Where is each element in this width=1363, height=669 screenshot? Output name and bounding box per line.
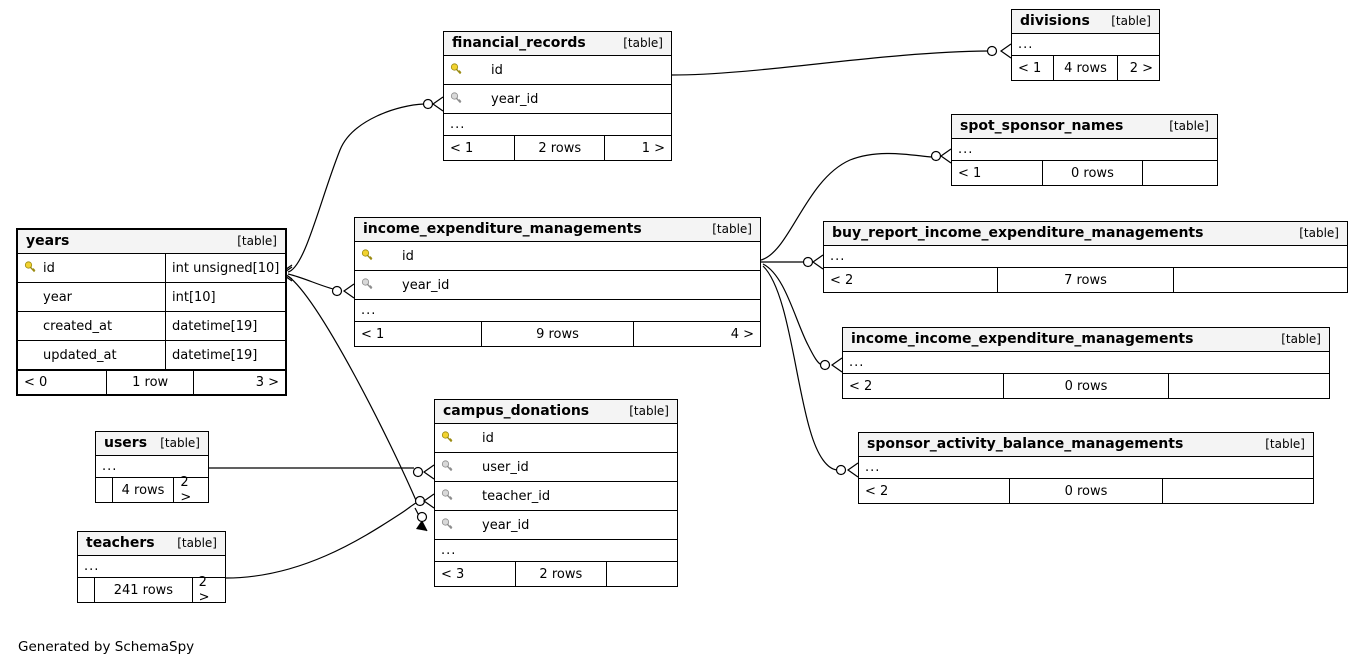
table-footer: [952, 161, 1217, 185]
column-name: id: [402, 248, 414, 264]
more-columns-indicator: ...: [78, 556, 225, 578]
table-footer: [18, 370, 285, 394]
column-cell: [18, 290, 165, 305]
table-users[interactable]: [95, 431, 209, 503]
footer-parents: [78, 578, 94, 602]
table-header: [843, 328, 1329, 352]
key-icon-primary: [361, 249, 375, 263]
table-footer: [78, 575, 225, 605]
footer-parents: < 2: [865, 483, 889, 499]
table-campus-donations[interactable]: [434, 399, 678, 587]
table-header: [1012, 10, 1159, 34]
more-columns-indicator: ...: [952, 139, 1217, 161]
table-footer: [859, 479, 1313, 503]
table-type-tag: [table]: [177, 536, 217, 550]
footer-children: 2 >: [180, 475, 192, 505]
column-name: year_id: [402, 277, 450, 293]
more-columns-indicator: ...: [444, 114, 671, 136]
footer-children: 3 >: [255, 375, 279, 390]
table-sponsor-activity-balance-managements[interactable]: [858, 432, 1314, 504]
table-type-tag: [table]: [712, 222, 752, 236]
column-name: updated_at: [43, 347, 117, 363]
table-type-tag: [table]: [1265, 437, 1305, 451]
spacer-icon: [24, 290, 38, 304]
table-footer: [824, 268, 1347, 292]
table-title: spot_sponsor_names: [960, 118, 1124, 134]
footer-rowcount: 1 row: [106, 371, 194, 394]
footer-rowcount: 0 rows: [1009, 479, 1163, 503]
column-cell: [435, 489, 677, 504]
footer-rowcount: 241 rows: [94, 578, 192, 602]
footer-parents: < 1: [450, 140, 474, 156]
table-row: [435, 453, 677, 482]
table-income-expenditure-managements[interactable]: [354, 217, 761, 347]
table-title: users: [104, 435, 148, 451]
footer-children: [1143, 161, 1217, 185]
column-cell: [435, 460, 677, 475]
footer-children: 2 >: [1129, 60, 1153, 76]
table-row: [18, 283, 285, 312]
key-icon-foreign: [361, 278, 375, 292]
key-icon-foreign: [441, 518, 455, 532]
column-name: created_at: [43, 318, 113, 334]
footer-children: [607, 562, 677, 586]
column-cell: [435, 431, 677, 446]
footer-parents: < 1: [958, 165, 982, 181]
column-name: year: [43, 289, 73, 305]
column-name: year_id: [482, 517, 530, 533]
column-name: id: [482, 430, 494, 446]
table-type-tag: [table]: [1281, 332, 1321, 346]
spacer-icon: [24, 348, 38, 362]
table-footer: [355, 322, 760, 346]
footer-rowcount: 7 rows: [997, 268, 1175, 292]
footer-parents: < 2: [830, 272, 854, 288]
table-header: [435, 400, 677, 424]
table-income-income-expenditure-managements[interactable]: [842, 327, 1330, 399]
table-header: [952, 115, 1217, 139]
column-name: user_id: [482, 459, 529, 475]
more-columns-indicator: ...: [1012, 34, 1159, 56]
footer-children: [1169, 374, 1329, 398]
table-title: divisions: [1020, 13, 1090, 29]
more-columns-indicator: ...: [96, 456, 208, 478]
footer-parents: [96, 478, 112, 502]
key-icon-foreign: [450, 92, 464, 106]
table-type-tag: [table]: [623, 36, 663, 50]
more-columns-indicator: ...: [355, 300, 760, 322]
table-row: [444, 85, 671, 114]
column-cell: [355, 278, 760, 293]
table-header: [78, 532, 225, 556]
table-type-tag: [table]: [1111, 14, 1151, 28]
table-header: [824, 222, 1347, 246]
table-row: [435, 482, 677, 511]
footer-rowcount: 0 rows: [1003, 374, 1168, 398]
column-cell: [435, 518, 677, 533]
column-name: id: [43, 260, 55, 276]
column-cell: [18, 261, 165, 276]
table-title: financial_records: [452, 35, 586, 51]
table-title: teachers: [86, 535, 155, 551]
more-columns-indicator: ...: [843, 352, 1329, 374]
table-row: [18, 341, 285, 370]
footer-rowcount: 2 rows: [514, 136, 605, 160]
table-footer: [444, 136, 671, 160]
table-footer: [435, 562, 677, 586]
table-type-tag: [table]: [237, 234, 277, 248]
table-header: [96, 432, 208, 456]
more-columns-indicator: ...: [824, 246, 1347, 268]
table-title: sponsor_activity_balance_managements: [867, 436, 1184, 452]
column-cell: [355, 249, 760, 264]
key-icon-primary: [441, 431, 455, 445]
table-row: [435, 511, 677, 540]
column-cell: [444, 92, 671, 107]
table-footer: [96, 475, 208, 505]
table-years[interactable]: [16, 228, 287, 396]
footer-rowcount: 4 rows: [1053, 56, 1118, 80]
footer-rowcount: 9 rows: [481, 322, 635, 346]
key-icon-primary: [24, 261, 38, 275]
footer-parents: < 1: [1018, 60, 1042, 76]
column-type: datetime[19]: [165, 312, 285, 340]
footer-rowcount: 0 rows: [1042, 161, 1143, 185]
table-type-tag: [table]: [1299, 226, 1339, 240]
table-title: buy_report_income_expenditure_managements: [832, 225, 1204, 241]
column-name: year_id: [491, 91, 539, 107]
footer-children: [1174, 268, 1347, 292]
footer-parents: < 0: [24, 375, 48, 390]
column-type: int[10]: [165, 283, 285, 311]
key-icon-foreign: [441, 489, 455, 503]
footer-children: 1 >: [641, 140, 665, 156]
column-type: int unsigned[10]: [165, 254, 285, 282]
footer-parents: < 2: [849, 378, 873, 394]
key-icon-foreign: [441, 460, 455, 474]
table-buy-report-income-expenditure-managements[interactable]: [823, 221, 1348, 293]
table-footer: [843, 374, 1329, 398]
table-row: [18, 254, 285, 283]
table-spot-sponsor-names[interactable]: [951, 114, 1218, 186]
table-title: income_income_expenditure_managements: [851, 331, 1194, 347]
more-columns-indicator: ...: [435, 540, 677, 562]
table-row: [355, 242, 760, 271]
footer-children: 2 >: [198, 575, 210, 605]
key-icon-primary: [450, 63, 464, 77]
table-row: [435, 424, 677, 453]
table-title: income_expenditure_managements: [363, 221, 642, 237]
table-header: [355, 218, 760, 242]
table-financial-records[interactable]: [443, 31, 672, 161]
column-type: datetime[19]: [165, 341, 285, 369]
table-divisions[interactable]: [1011, 9, 1160, 81]
table-type-tag: [table]: [629, 404, 669, 418]
table-title: campus_donations: [443, 403, 590, 419]
footer-children: [1163, 479, 1313, 503]
table-type-tag: [table]: [1169, 119, 1209, 133]
column-cell: [444, 63, 671, 78]
table-type-tag: [table]: [160, 436, 200, 450]
more-columns-indicator: ...: [859, 457, 1313, 479]
footer-parents: < 1: [361, 326, 385, 342]
footer-rowcount: 2 rows: [515, 562, 607, 586]
table-row: [18, 312, 285, 341]
table-header: [18, 230, 285, 254]
table-row: [444, 56, 671, 85]
table-title: years: [26, 233, 70, 249]
column-name: id: [491, 62, 503, 78]
table-header: [444, 32, 671, 56]
table-header: [859, 433, 1313, 457]
table-teachers[interactable]: [77, 531, 226, 603]
table-row: [355, 271, 760, 300]
spacer-icon: [24, 319, 38, 333]
column-cell: [18, 319, 165, 334]
column-cell: [18, 348, 165, 363]
footer-children: 4 >: [730, 326, 754, 342]
footer-rowcount: 4 rows: [112, 478, 175, 502]
column-name: teacher_id: [482, 488, 551, 504]
footer-parents: < 3: [441, 566, 465, 582]
table-footer: [1012, 56, 1159, 80]
generator-caption: Generated by SchemaSpy: [18, 639, 195, 655]
